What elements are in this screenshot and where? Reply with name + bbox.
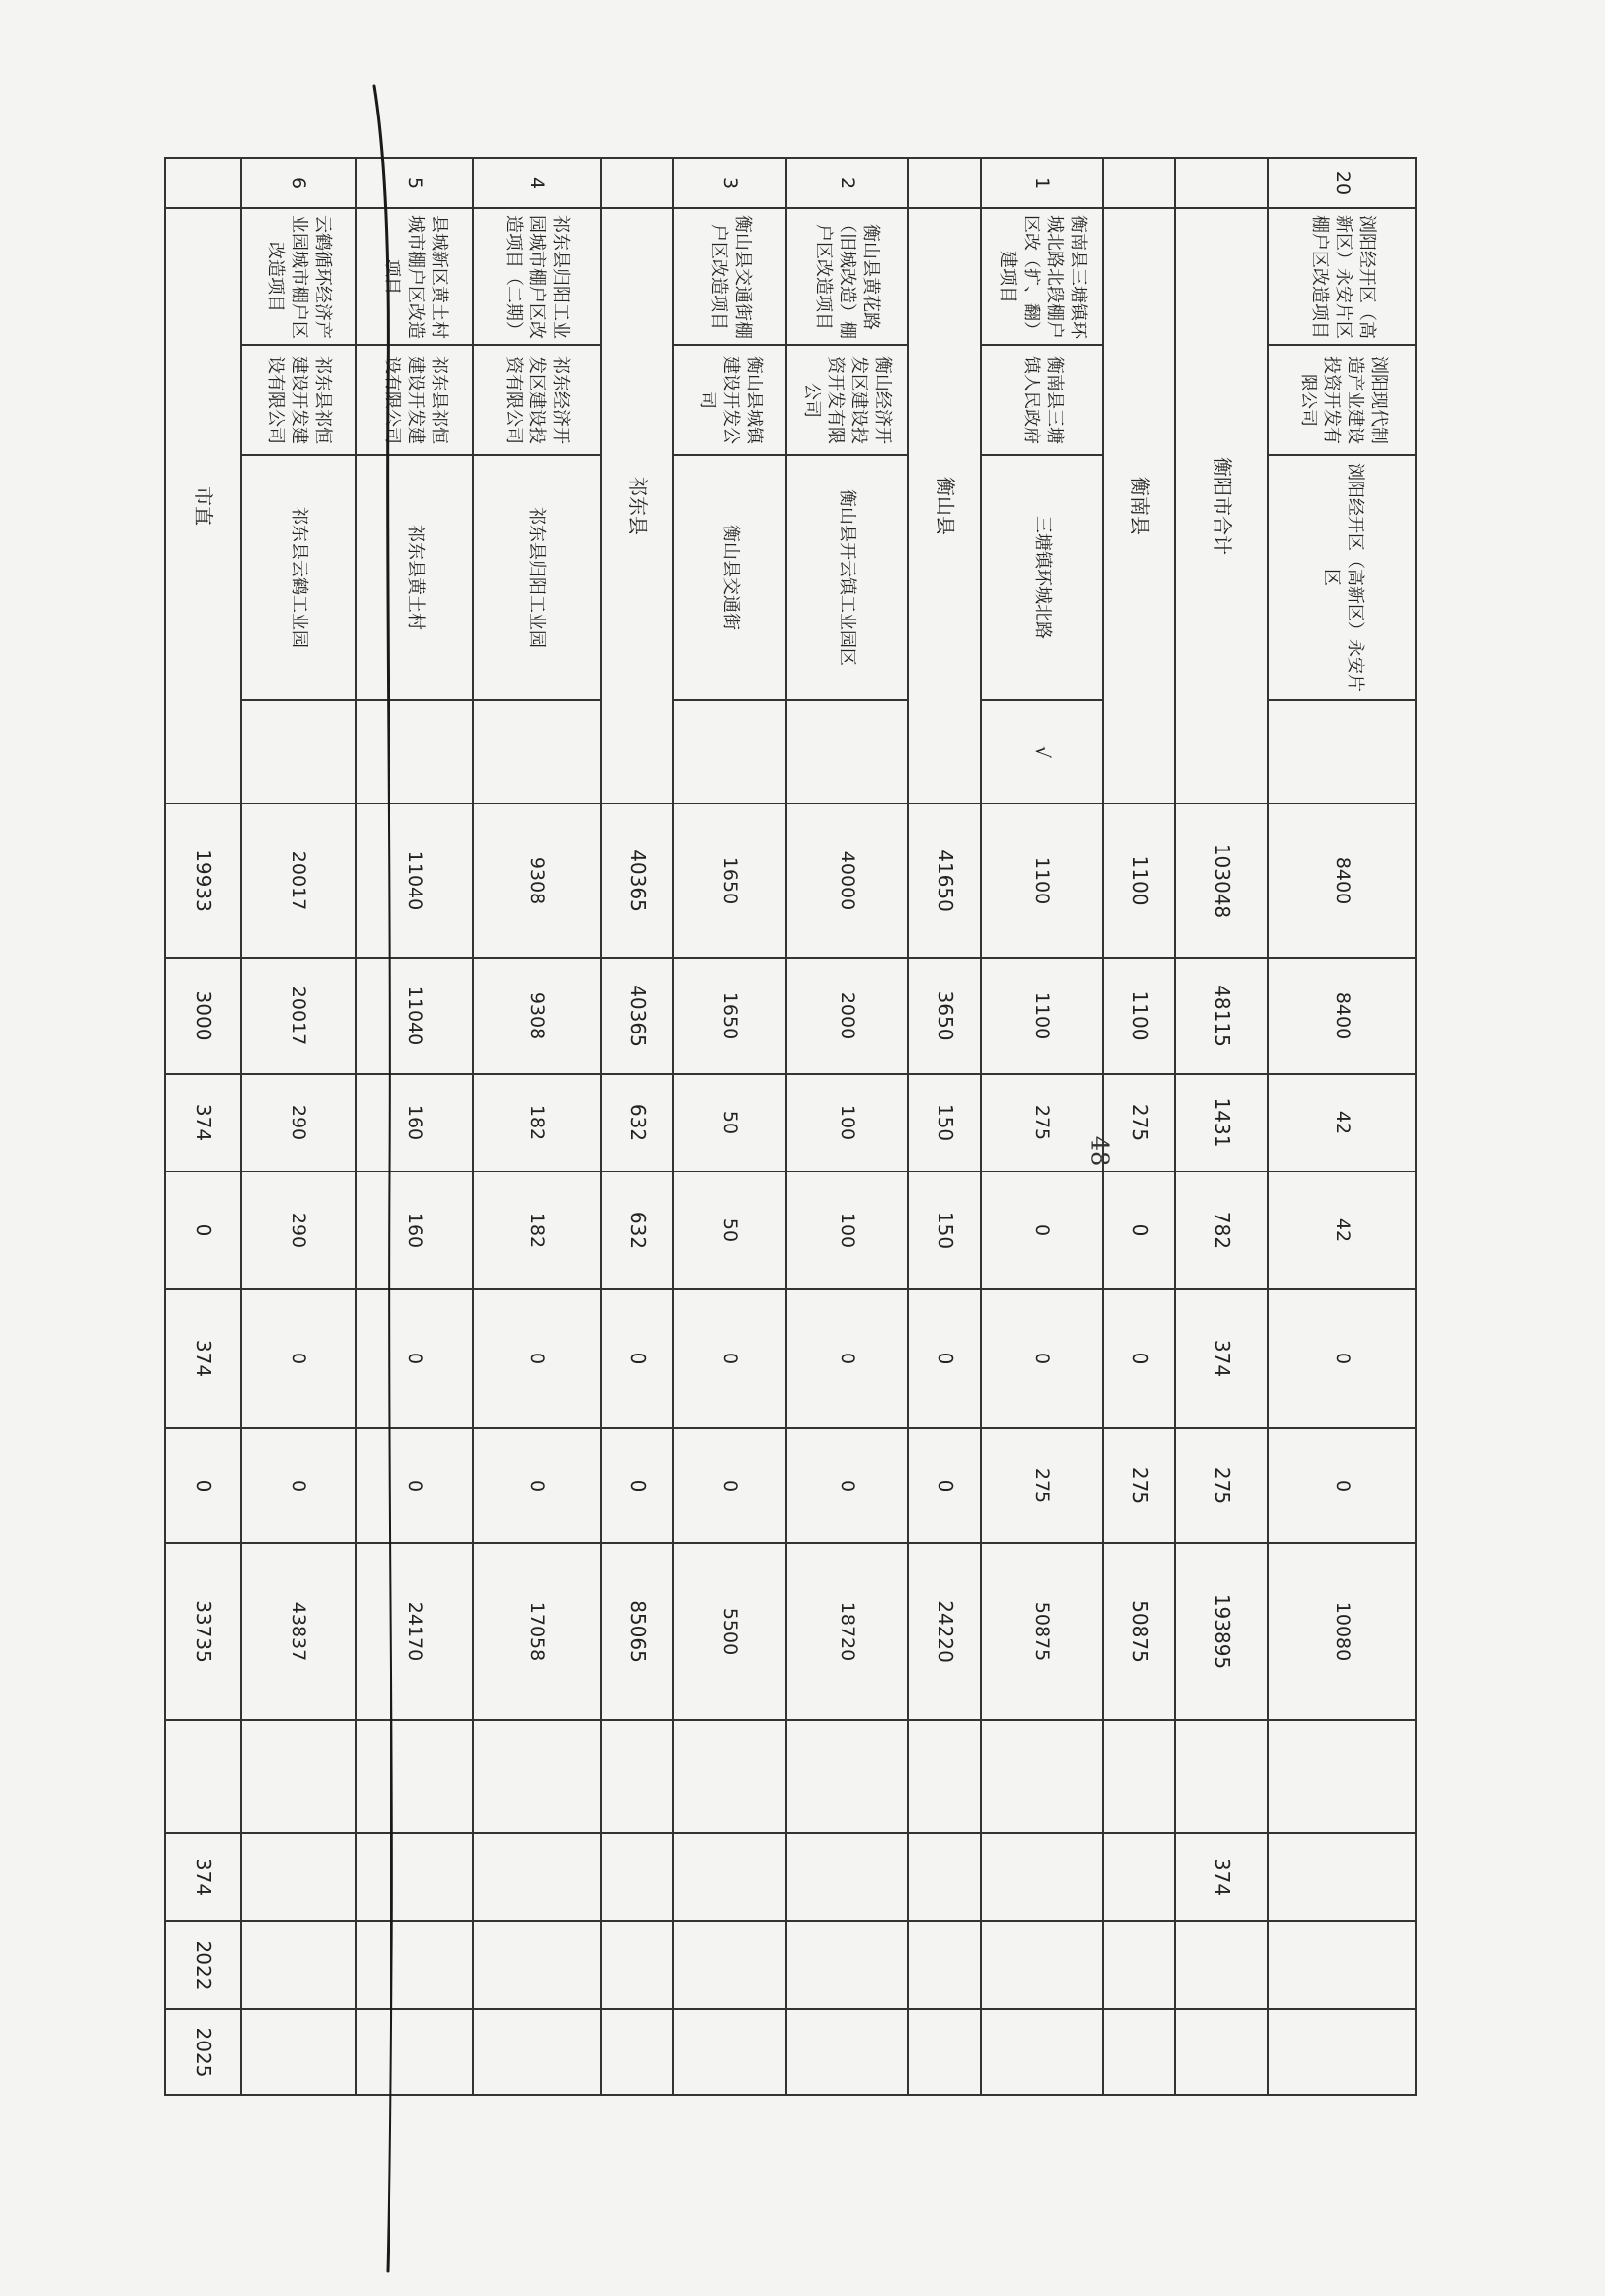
table-cell: 8400 (1268, 958, 1416, 1074)
table-cell (601, 1921, 673, 2009)
table-row (981, 158, 1103, 2095)
table-cell: 85065 (601, 1543, 673, 1720)
table-cell (908, 1833, 981, 1921)
table-cell (1175, 2009, 1268, 2095)
table-cell: 193895 (1175, 1543, 1268, 1720)
table-cell (908, 2009, 981, 2095)
table-cell: 150 (908, 1074, 981, 1171)
table-cell: 103048 (1175, 804, 1268, 958)
table-cell: 0 (1268, 1428, 1416, 1543)
page-number: 48 (1085, 1135, 1114, 1167)
table-row (908, 158, 981, 2095)
table-cell: 24170 (356, 1543, 473, 1720)
table-cell: 衡山县交通街 (673, 455, 786, 700)
table-cell: 50875 (1103, 1543, 1175, 1720)
table-cell: √ (981, 700, 1103, 804)
table-cell: 祁东县云鹤工业园 (241, 455, 357, 700)
table-cell: 374 (1175, 1833, 1268, 1921)
table-cell: 三塘镇环城北路 (981, 455, 1103, 700)
table-cell: 2022 (165, 1921, 241, 2009)
table-cell (356, 1833, 473, 1921)
table-cell: 275 (1175, 1428, 1268, 1543)
table-cell: 云鹤循环经济产业园城市棚户区改造项目 (241, 208, 357, 345)
table-cell (673, 700, 786, 804)
table-cell: 0 (1103, 1289, 1175, 1428)
table-cell: 0 (241, 1289, 357, 1428)
table-cell: 3 (673, 158, 786, 208)
table-cell: 浏阳经开区（高新区）永安片区棚户区改造项目 (1268, 208, 1416, 345)
table-cell: 0 (356, 1428, 473, 1543)
table-cell: 20017 (241, 958, 357, 1074)
table-cell: 1650 (673, 958, 786, 1074)
group-label: 衡阳市合计 (1175, 208, 1268, 804)
table-cell: 1650 (673, 804, 786, 958)
table-cell: 0 (908, 1428, 981, 1543)
table-cell: 1100 (1103, 958, 1175, 1074)
table-cell (981, 1921, 1103, 2009)
table-cell (1103, 1833, 1175, 1921)
table-cell: 0 (673, 1428, 786, 1543)
table-cell (981, 1833, 1103, 1921)
table-cell: 3000 (165, 958, 241, 1074)
table-cell: 8400 (1268, 804, 1416, 958)
table-cell: 0 (981, 1171, 1103, 1289)
table-cell: 374 (165, 1074, 241, 1171)
table-cell: 42 (1268, 1074, 1416, 1171)
table-cell (673, 2009, 786, 2095)
table-cell: 祁东县归阳工业园城市棚户区改造项目（二期） (473, 208, 601, 345)
table-cell: 浏阳现代制造产业建设投资开发有限公司 (1268, 345, 1416, 455)
table-cell: 4 (473, 158, 601, 208)
table-cell: 11040 (356, 958, 473, 1074)
table-cell: 0 (786, 1428, 908, 1543)
table-cell: 43837 (241, 1543, 357, 1720)
table-cell: 33735 (165, 1543, 241, 1720)
table-cell (1268, 1720, 1416, 1833)
table-cell (241, 1833, 357, 1921)
table-cell: 衡山县开云镇工业园区 (786, 455, 908, 700)
table-cell (356, 2009, 473, 2095)
table-cell: 11040 (356, 804, 473, 958)
table-cell: 0 (1268, 1289, 1416, 1428)
table-cell: 0 (473, 1428, 601, 1543)
table-cell (601, 1833, 673, 1921)
table-cell (473, 1833, 601, 1921)
table-row (356, 158, 473, 2095)
table-cell (356, 1720, 473, 1833)
table-cell (165, 1720, 241, 1833)
table-row (601, 158, 673, 2095)
table-cell: 100 (786, 1074, 908, 1171)
table-cell: 衡南县三塘镇人民政府 (981, 345, 1103, 455)
table-cell: 632 (601, 1171, 673, 1289)
table-cell: 290 (241, 1171, 357, 1289)
table-row (473, 158, 601, 2095)
table-cell: 100 (786, 1171, 908, 1289)
table-cell: 20017 (241, 804, 357, 958)
table-cell (786, 1720, 908, 1833)
table-cell (1268, 1833, 1416, 1921)
table-row (1268, 158, 1416, 2095)
table-cell: 50 (673, 1171, 786, 1289)
group-label: 衡南县 (1103, 208, 1175, 804)
table-cell: 衡南县三塘镇环城北路北段棚户区改（扩、翻）建项目 (981, 208, 1103, 345)
table-cell (356, 1921, 473, 2009)
table-cell: 浏阳经开区（高新区）永安片区 (1268, 455, 1416, 700)
table-cell: 290 (241, 1074, 357, 1171)
table-cell (1103, 158, 1175, 208)
table-cell: 0 (473, 1289, 601, 1428)
table-cell (981, 2009, 1103, 2095)
table-row (673, 158, 786, 2095)
table-cell: 0 (673, 1289, 786, 1428)
table-cell (1268, 1921, 1416, 2009)
table-cell: 祁东县祁恒建设开发建设有限公司 (356, 345, 473, 455)
table-cell: 衡山经济开发区建设投资开发有限公司 (786, 345, 908, 455)
table-cell: 632 (601, 1074, 673, 1171)
table-cell: 0 (786, 1289, 908, 1428)
table-cell (601, 2009, 673, 2095)
table-cell: 0 (1103, 1171, 1175, 1289)
table-cell: 3650 (908, 958, 981, 1074)
table-cell: 275 (981, 1074, 1103, 1171)
table-row (1103, 158, 1175, 2095)
table-cell: 祁东县黄土村 (356, 455, 473, 700)
table-cell (241, 1720, 357, 1833)
table-cell (1103, 2009, 1175, 2095)
table-cell: 50 (673, 1074, 786, 1171)
table-cell: 182 (473, 1171, 601, 1289)
table-cell: 0 (356, 1289, 473, 1428)
table-cell (1175, 1720, 1268, 1833)
table-cell: 42 (1268, 1171, 1416, 1289)
table-cell: 40365 (601, 804, 673, 958)
table-cell: 5 (356, 158, 473, 208)
table-cell (165, 158, 241, 208)
project-table (164, 157, 1417, 2096)
table-cell (1175, 1921, 1268, 2009)
rotated-table-wrapper (164, 157, 1417, 2094)
table-cell (601, 1720, 673, 1833)
table-cell (241, 2009, 357, 2095)
table-cell: 10080 (1268, 1543, 1416, 1720)
table-cell (473, 2009, 601, 2095)
table-cell (473, 1921, 601, 2009)
table-row (241, 158, 357, 2095)
table-cell: 1100 (981, 958, 1103, 1074)
table-cell: 祁东县祁恒建设开发建设有限公司 (241, 345, 357, 455)
table-cell (786, 700, 908, 804)
table-cell: 374 (165, 1289, 241, 1428)
table-cell: 275 (1103, 1428, 1175, 1543)
table-cell (908, 1720, 981, 1833)
table-cell: 40365 (601, 958, 673, 1074)
table-cell: 17058 (473, 1543, 601, 1720)
table-cell (473, 1720, 601, 1833)
table-row (165, 158, 241, 2095)
table-cell: 150 (908, 1171, 981, 1289)
table-cell: 24220 (908, 1543, 981, 1720)
table-cell (673, 1921, 786, 2009)
table-cell: 48115 (1175, 958, 1268, 1074)
table-cell (981, 1720, 1103, 1833)
table-cell: 275 (1103, 1074, 1175, 1171)
table-cell: 2 (786, 158, 908, 208)
table-cell: 0 (165, 1171, 241, 1289)
table-cell (1175, 158, 1268, 208)
table-cell: 衡山县城镇建设开发公司 (673, 345, 786, 455)
table-cell (673, 1833, 786, 1921)
table-cell: 50875 (981, 1543, 1103, 1720)
table-cell: 祁东县归阳工业园 (473, 455, 601, 700)
table-cell: 18720 (786, 1543, 908, 1720)
table-cell: 1100 (1103, 804, 1175, 958)
table-cell: 41650 (908, 804, 981, 958)
table-row (1175, 158, 1268, 2095)
table-cell: 374 (1175, 1289, 1268, 1428)
table-cell: 0 (601, 1289, 673, 1428)
table-cell: 0 (165, 1428, 241, 1543)
table-cell: 275 (981, 1428, 1103, 1543)
table-cell: 衡山县黄花路（旧城改造）棚户区改造项目 (786, 208, 908, 345)
table-cell: 1 (981, 158, 1103, 208)
table-cell (908, 1921, 981, 2009)
table-cell: 县城新区黄土村城市棚户区改造项目 (356, 208, 473, 345)
table-cell (241, 1921, 357, 2009)
group-label: 市直 (165, 208, 241, 804)
table-cell: 2000 (786, 958, 908, 1074)
table-cell (786, 1833, 908, 1921)
group-label: 祁东县 (601, 208, 673, 804)
table-cell: 0 (241, 1428, 357, 1543)
table-cell (908, 158, 981, 208)
table-cell: 2025 (165, 2009, 241, 2095)
table-cell: 0 (601, 1428, 673, 1543)
table-cell (1103, 1921, 1175, 2009)
table-cell: 160 (356, 1171, 473, 1289)
table-cell (241, 700, 357, 804)
table-cell (1103, 1720, 1175, 1833)
table-cell (356, 700, 473, 804)
table-row (786, 158, 908, 2095)
group-label: 衡山县 (908, 208, 981, 804)
table-cell (601, 158, 673, 208)
table-cell (673, 1720, 786, 1833)
table-cell: 1100 (981, 804, 1103, 958)
table-cell: 9308 (473, 958, 601, 1074)
table-cell: 祁东经济开发区建设投资有限公司 (473, 345, 601, 455)
table-cell: 9308 (473, 804, 601, 958)
table-cell (786, 2009, 908, 2095)
table-cell: 182 (473, 1074, 601, 1171)
table-cell: 374 (165, 1833, 241, 1921)
table-cell: 782 (1175, 1171, 1268, 1289)
table-cell (786, 1921, 908, 2009)
table-cell: 40000 (786, 804, 908, 958)
table-cell: 1431 (1175, 1074, 1268, 1171)
table-cell: 0 (908, 1289, 981, 1428)
table-cell: 6 (241, 158, 357, 208)
table-cell: 19933 (165, 804, 241, 958)
table-cell: 衡山县交通街棚户区改造项目 (673, 208, 786, 345)
table-cell: 0 (981, 1289, 1103, 1428)
table-cell (1268, 2009, 1416, 2095)
table-cell (473, 700, 601, 804)
table-cell: 160 (356, 1074, 473, 1171)
table-cell: 20 (1268, 158, 1416, 208)
table-cell: 5500 (673, 1543, 786, 1720)
table-cell (1268, 700, 1416, 804)
